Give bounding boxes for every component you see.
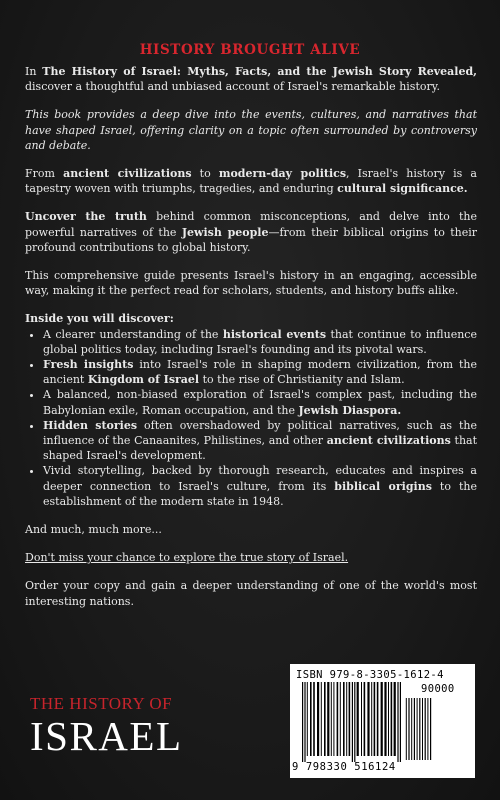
text: often overshadowed by political narratives, such as the influence of the Canaanites, Philistines, and other [43, 418, 477, 448]
text: to the rise of Christianity and Islam. [199, 373, 405, 387]
text: that continue to influence global politics today, including Israel's founding and its pivotal wars. [43, 327, 477, 356]
paragraph-truth [25, 209, 477, 255]
list-item [43, 387, 477, 417]
isbn-label: ISBN 979-8-3305-1612-4 [296, 669, 444, 681]
publisher-logo [30, 694, 230, 759]
bold-text: Kingdom of Israel [87, 373, 200, 387]
bold-text: ancient civilizations [326, 434, 451, 448]
price-addon: 90000 [421, 683, 455, 695]
paragraph-guide: This comprehensive guide presents Israel's history in an engaging, accessible way, making it the perfect read for scholars, students, and history buffs alike. [25, 269, 477, 298]
cover-heading: HISTORY BROUGHT ALIVE [139, 42, 361, 58]
bold-text: Uncover the truth [25, 210, 147, 224]
logo-line1: THE HISTORY OF [30, 694, 173, 713]
list-item [43, 463, 477, 509]
text: Vivid storytelling, backed by thorough research, educates and inspires a deeper connection to Israel's culture, from its [43, 464, 477, 493]
text: From [25, 167, 64, 181]
bold-text: historical events [222, 327, 327, 341]
barcode-bars [298, 682, 468, 762]
cta-paragraph [25, 550, 477, 565]
barcode-box [290, 664, 475, 778]
more-text: And much, much more... [25, 523, 162, 537]
intro-pre: In [25, 65, 43, 78]
bold-text: Jewish Diaspora. [298, 403, 402, 417]
inside-heading-text: Inside you will discover: [25, 312, 174, 326]
intro-post: discover a thoughtful and unbiased account of Israel's remarkable history. [25, 80, 440, 94]
italic-paragraph: This book provides a deep dive into the events, cultures, and narratives that have shaped Israel, offering clarity on a topic often surrounded by controversy and debate. [25, 108, 477, 152]
text: —from their biblical origins to their profound contributions to global history. [25, 225, 477, 254]
paragraph-civilizations [25, 166, 477, 196]
text: A clearer understanding of the [43, 327, 223, 341]
logo-line2: ISRAEL [30, 713, 183, 759]
blurb-text [25, 64, 477, 622]
cta-link[interactable]: Don't miss your chance to explore the true story of Israel. [25, 551, 349, 565]
closing-paragraph: Order your copy and gain a deeper understanding of one of the world's most interesting nations. [25, 579, 477, 608]
text: , Israel's history is a tapestry woven with triumphs, tragedies, and enduring [25, 167, 477, 196]
bold-text: Hidden stories [43, 418, 138, 432]
text: that shaped Israel's development. [43, 434, 478, 463]
list-item [43, 327, 477, 357]
bold-text: biblical origins [334, 479, 432, 493]
bold-text: Fresh insights [43, 358, 134, 372]
bold-text: Jewish people [181, 225, 269, 239]
book-title-inline: The History of Israel: Myths, Facts, and the Jewish Story Revealed, [42, 65, 477, 78]
text: behind common misconceptions, and delve into the powerful narratives of the [25, 210, 477, 239]
intro-paragraph [25, 64, 477, 94]
list-item [43, 357, 477, 387]
text: into Israel's role in shaping modern civilization, from the ancient [43, 358, 478, 387]
barcode-digits: 9 798330 516124 [292, 761, 396, 773]
list-item [43, 418, 477, 464]
text: to the establishment of the modern state in 1948. [43, 479, 477, 508]
discover-list [25, 327, 477, 509]
bold-text: ancient civilizations [63, 167, 192, 181]
bold-text: modern-day politics [218, 167, 347, 181]
bold-text: cultural significance. [337, 182, 468, 196]
inside-heading [25, 311, 477, 326]
text: to [191, 167, 219, 181]
text: A balanced, non-biased exploration of Israel's complex past, including the Babylonian exile, Roman occupation, and the [43, 388, 477, 417]
